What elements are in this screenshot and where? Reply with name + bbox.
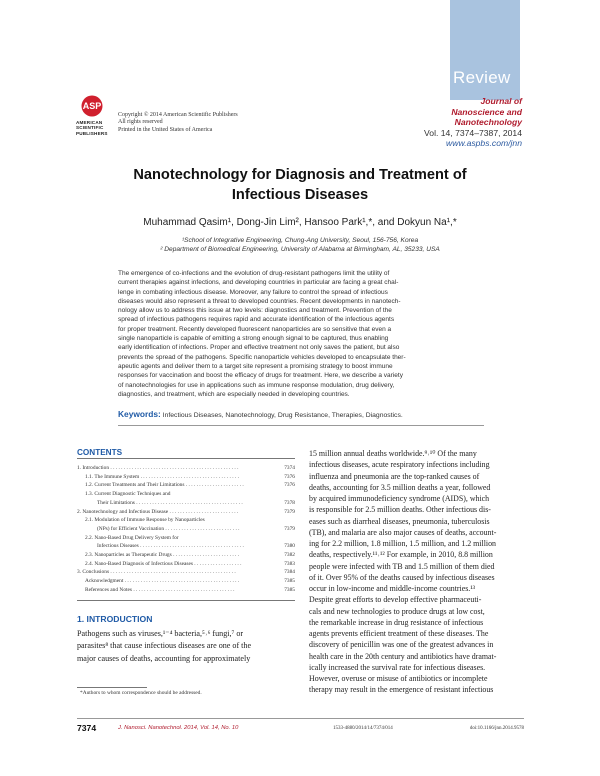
contents-list (77, 448, 295, 598)
publisher-line: AMERICAN (76, 120, 103, 125)
affiliations (70, 236, 530, 254)
contents-item-label: 1.2. Current Treatments and Their Limitations . . . . . . . . . . . . . . . . . . . . . . (85, 482, 244, 489)
abstract-line: current therapies against infections, and developing countries in particular are facing a great chal- (118, 279, 399, 287)
contents-heading: CONTENTS (77, 448, 123, 457)
text-line: people were infected with TB and 1.5 million of them died (309, 561, 495, 571)
contents-item-page: 7379 (284, 508, 295, 515)
contents-item[interactable] (85, 517, 295, 523)
text-line: ing for 2.2 million, 1.8 million, 1.5 million, and 1.2 million (309, 539, 496, 548)
text-line: therapy may result in the emergence of resistant infectious (309, 685, 494, 695)
text-line: is responsible for 2.5 million deaths. Other infectious dis- (309, 505, 491, 515)
abstract-line: The emergence of co-infections and the evolution of drug-resistant pathogens limit the utility of (118, 270, 390, 277)
contents-item-page: 7374 (284, 465, 295, 471)
text-line: agents prevents efficient treatment of these diseases. The (309, 629, 489, 638)
abstract-line: single nanoparticle is capable of emitting a strong enough signal to be captured, thus enabling (118, 335, 389, 343)
contents-item[interactable] (85, 552, 295, 558)
text-line: ically increased the survival rate for infectious diseases. (309, 662, 486, 672)
section-heading: 1. INTRODUCTION (77, 614, 153, 624)
contents-item-page: 7383 (284, 560, 295, 567)
contents-item[interactable] (97, 500, 295, 506)
contents-item-label: Infectious Diseases . . . . . . . . . . . . . . . . . . . . . . . . . . . . . . . . . . . . . . . (97, 543, 244, 550)
affiliation: ² Department of Biomedical Engineering, University of Alabama at Birmingham, AL, 35233, USA (160, 246, 440, 253)
text-line: infectious diseases, acute respiratory infections including (309, 460, 490, 470)
abstract-line: spread of infectious pathogens requires rapid and accurate identification of the infectious agents (118, 316, 395, 324)
contents-item-page: 7376 (284, 482, 295, 489)
contents-item-label: 2.3. Nanoparticles as Therapeutic Drugs . . . . . . . . . . . . . . . . . . . . . . . . . (85, 552, 240, 558)
publisher-line: PUBLISHERS (76, 130, 108, 136)
contents-item[interactable] (85, 491, 295, 497)
footnote: *Authors to whom correspondence should be addressed. (80, 690, 202, 696)
body-text-column (309, 448, 524, 696)
contents-item-label: 1.1. The Immune System . . . . . . . . . . . . . . . . . . . . . . . . . . . . . . . . . . . . . (85, 473, 239, 480)
copyright-notice (118, 112, 238, 134)
affiliation: ¹School of Integrative Engineering, Chung-Ang University, Seoul, 156-756, Korea (181, 237, 419, 244)
publisher-line: SCIENTIFIC (76, 125, 104, 131)
contents-item-label: References and Notes . . . . . . . . . . . . . . . . . . . . . . . . . . . . . . . . . . . . . . (85, 586, 235, 593)
contents-item-page: 7385 (284, 578, 295, 585)
journal-name: Nanoscience and Nanotechnology (451, 106, 522, 127)
text-line: occur in low-income and middle-income countries.¹³ (309, 584, 475, 593)
title-line: Nanotechnology for Diagnosis and Treatment of (133, 167, 467, 183)
contents-item[interactable] (85, 482, 295, 488)
text-line: eases such as diarrheal diseases, pneumonia, tuberculosis (309, 516, 490, 526)
contents-item-page: 7385 (284, 586, 295, 593)
contents-item-page: 7376 (284, 473, 295, 480)
contents-item[interactable] (85, 535, 295, 541)
contents-item[interactable] (77, 465, 295, 471)
abstract (118, 269, 484, 399)
contents-item-label: 3. Conclusions . . . . . . . . . . . . . . . . . . . . . . . . . . . . . . . . . . . . . . . . . . . . . . . (77, 569, 236, 576)
contents-item-label: 2. Nanotechnology and Infectious Disease . . . . . . . . . . . . . . . . . . . . . . . . . . (77, 508, 239, 515)
title-line: Infectious Diseases (231, 187, 369, 203)
footer-divider (77, 718, 524, 719)
contents-item[interactable] (85, 474, 295, 480)
contents-divider (77, 600, 295, 601)
footnote-divider (77, 687, 147, 688)
contents-item[interactable] (85, 561, 295, 567)
text-line: discovery of penicillin was one of the greatest advances in (309, 640, 494, 650)
text-line: health care in the 20th century and antibiotics have dramat- (309, 651, 497, 661)
keywords-text: Infectious Diseases, Nanotechnology, Drug Resistance, Therapies, Diagnostics. (162, 412, 403, 419)
text-line: by acquired immunodeficiency syndrome (AIDS), which (309, 494, 490, 503)
article-title (70, 165, 530, 205)
contents-item[interactable] (77, 509, 295, 515)
contents-item-page: 7384 (284, 569, 295, 576)
keywords-label: Keywords: (118, 409, 161, 419)
contents-item-label: 2.1. Modulation of Immune Response by Nanoparticles (85, 517, 205, 524)
keywords (118, 409, 498, 419)
abstract-line: for proper treatment. Recently developed fluorescent nanoparticles are so sensitive that even a (118, 325, 392, 333)
text-line: cals and new technologies to produce drugs at low cost, (309, 606, 485, 616)
contents-item-label: Acknowledgment . . . . . . . . . . . . . . . . . . . . . . . . . . . . . . . . . . . . . . . . . . . (85, 578, 240, 585)
contents-item-page: 7379 (284, 525, 295, 532)
doi[interactable]: doi:10.1166/jnn.2014.9578 (469, 726, 524, 731)
contents-item[interactable] (85, 578, 295, 584)
copyright-line: Printed in the United States of America (118, 126, 213, 133)
abstract-line: of nanotechnologies for use in applications such as immune response modulation, drug delivery, (118, 381, 395, 389)
review-label: Review (453, 68, 511, 87)
text-line: Despite great efforts to develop effective pharmaceuti- (309, 595, 482, 605)
issn: 1533-4880/2014/14/7374/014 (333, 726, 393, 731)
abstract-line: apeutic agents and deliver them to a target site represent a promising strategy to boost immune (118, 362, 393, 370)
text-line: parasites⁸ that cause infectious diseases are one of the (77, 641, 252, 651)
copyright-line: Copyright © 2014 American Scientific Publishers (118, 112, 238, 118)
text-line: the remarkable increase in drug resistance of infectious (309, 617, 484, 627)
contents-item-label: 2.4. Nano-Based Diagnosis of Infectious Diseases . . . . . . . . . . . . . . . . . . (85, 560, 242, 567)
contents-item[interactable] (97, 526, 295, 532)
contents-item[interactable] (77, 569, 295, 575)
text-line: (TB), and malaria are also major causes of deaths, account- (309, 527, 497, 537)
publisher-name (76, 120, 108, 136)
intro-paragraph (77, 628, 295, 665)
contents-item-label: (NPs) for Efficient Vaccination . . . . . . . . . . . . . . . . . . . . . . . . . . . . (97, 525, 240, 532)
abstract-line: lenge in combating infectious disease. Moreover, any failure to control the spread of infectious (118, 288, 388, 296)
text-line: However, overuse or misuse of antibiotics or incomplete (309, 674, 488, 683)
abstract-line: prevents the spread of the pathogens. Specific nanoparticle vehicles developed to encapsulate ther- (118, 353, 406, 361)
journal-volume: Vol. 14, 7374–7387, 2014 (424, 127, 522, 138)
journal-name: Journal of (480, 96, 522, 106)
journal-info (384, 96, 522, 149)
text-line: deaths, accounting for 3.5 million deaths a year, followed (309, 482, 491, 492)
text-line: 15 million annual deaths worldwide.⁹˒¹⁰ Of the many (309, 449, 477, 458)
contents-item-page: 7380 (284, 543, 295, 550)
text-line: deaths, respectively.¹¹˒¹² For example, in 2010, 8.8 million (309, 550, 493, 560)
copyright-line: All rights reserved (118, 119, 163, 126)
contents-item-label: 1. Introduction . . . . . . . . . . . . . . . . . . . . . . . . . . . . . . . . . . . . . . . . . . . . . . . . (77, 465, 239, 471)
author-list: Muhammad Qasim¹, Dong-Jin Lim², Hansoo Park¹,*, and Dokyun Na¹,* (143, 217, 457, 228)
logo-abbrev: ASP (82, 101, 102, 112)
text-line: Pathogens such as viruses,¹⁻⁴ bacteria,⁵˒⁶ fungi,⁷ or (77, 629, 244, 638)
abstract-line: early identification of infections. Proper and effective treatment not only saves the patient, but also (118, 344, 400, 352)
contents-item-page: 7382 (284, 552, 295, 558)
contents-item-label: 2.2. Nano-Based Drug Delivery System for (85, 534, 179, 541)
page-number: 7374 (77, 723, 97, 733)
contents-item[interactable] (85, 587, 295, 593)
contents-item-page: 7378 (284, 499, 295, 506)
abstract-line: responses for vaccination and boost the efficacy of drugs for treatment. Here, we describe a variety (118, 372, 403, 380)
text-line: influenza and pneumonia are the top-ranked causes of (309, 471, 480, 481)
contents-item-label: 1.3. Current Diagnostic Techniques and (85, 491, 171, 498)
abstract-line: diagnostics, and treatment, which are especially needed in developing countries. (118, 390, 350, 398)
journal-url[interactable]: www.aspbs.com/jnn (446, 138, 522, 148)
contents-item-label: Their Limitations . . . . . . . . . . . . . . . . . . . . . . . . . . . . . . . . . . . . . . . . (97, 499, 243, 506)
abstract-line: diseases would also represent a threat to developed countries. Recent developments in nanotech- (118, 297, 401, 305)
contents-item[interactable] (97, 543, 295, 549)
journal-citation: J. Nanosci. Nanotechnol. 2014, Vol. 14, No. 10 (118, 725, 239, 731)
abstract-line: nology allow us to address this issue at two levels: diagnostics and treatment. Prevention of the (118, 307, 392, 315)
text-line: of it. Over 95% of the deaths caused by infectious diseases (309, 572, 495, 582)
text-line: major causes of deaths, accounting for approximately (77, 653, 251, 663)
abstract-divider (118, 425, 484, 426)
